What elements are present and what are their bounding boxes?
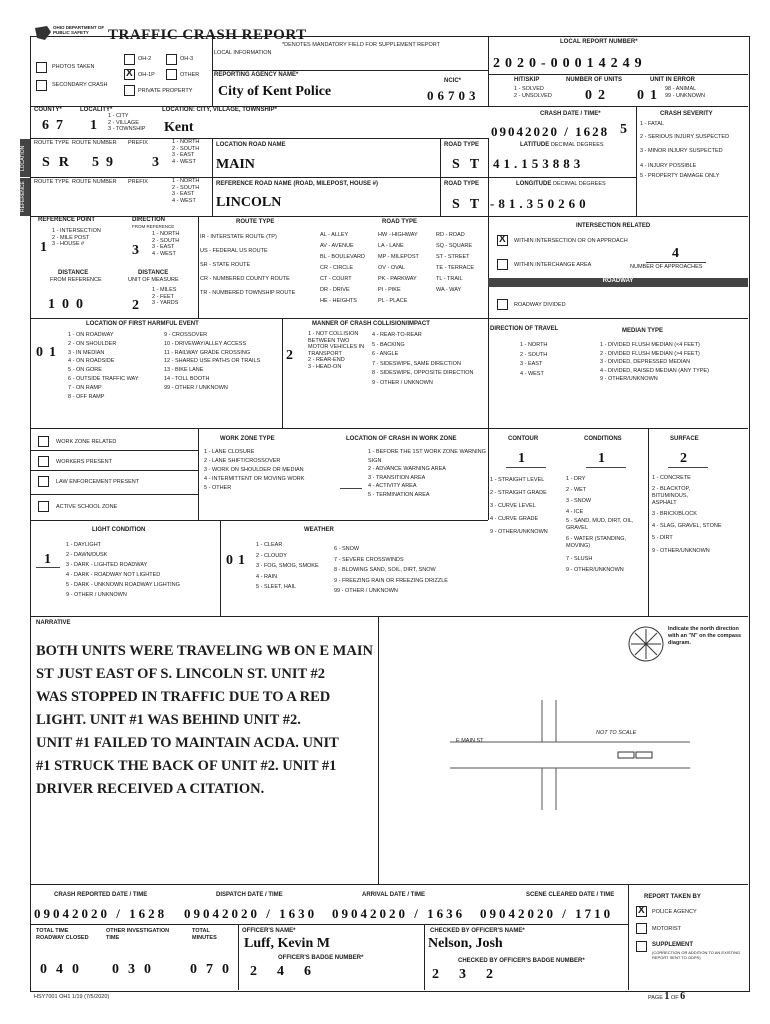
checked-by-name-label: CHECKED BY OFFICER'S NAME* — [430, 928, 525, 934]
loc-first-harmful-label: LOCATION OF FIRST HARMFUL EVENT — [86, 321, 199, 327]
local-information-label: LOCAL INFORMATION — [214, 50, 272, 56]
within-interchange-checkbox[interactable] — [497, 259, 508, 270]
within-intersection-checkbox[interactable] — [497, 235, 508, 246]
active-school-zone-checkbox[interactable] — [38, 501, 49, 512]
direction-value: 3 — [132, 243, 142, 258]
contour-options: 1 - STRAIGHT LEVEL 2 - STRAIGHT GRADE 3 - CURVE LEVEL 4 - CURVE GRADE 9 - OTHER/UNKNOWN — [490, 477, 548, 535]
locality-value: 1 — [90, 118, 100, 133]
intersection-sketch-icon — [440, 700, 700, 810]
police-agency-label: POLICE AGENCY — [652, 909, 697, 915]
workers-present-checkbox[interactable] — [38, 456, 49, 467]
loc-prefix-label: PREFIX — [128, 140, 148, 146]
roadway-closed-value: 040 — [40, 962, 88, 977]
loc-first-harmful-value: 01 — [36, 345, 62, 360]
oh1p-checkbox[interactable] — [124, 69, 135, 80]
local-report-number: 2020-00014249 — [493, 56, 647, 71]
manner-options-2: 4 - REAR-TO-REAR 5 - BACKING 6 - ANGLE 7 - SIDESWIPE, SAME DIRECTION 8 - SIDESWIPE, OPPOSITE DIRECTION 9 - OTHER / UNKNOWN — [372, 332, 474, 386]
narrative-label: NARRATIVE — [36, 620, 71, 626]
investigation-time-value: 030 — [112, 962, 160, 977]
loc-road-type-label: ROAD TYPE — [444, 142, 480, 148]
ref-road-type-value: ST — [452, 197, 490, 212]
total-minutes-value: 070 — [190, 962, 238, 977]
direction-sub-label: FROM REFERENCE — [132, 224, 175, 229]
officer-badge-value: 246 — [250, 964, 331, 979]
oh3-checkbox[interactable] — [166, 54, 177, 65]
location-side-tab: LOCATION — [20, 139, 30, 177]
dir-travel-label: DIRECTION OF TRAVEL — [490, 326, 559, 332]
workers-present-label: WORKERS PRESENT — [56, 459, 112, 465]
local-report-label: LOCAL REPORT NUMBER* — [560, 39, 638, 45]
narrative-line: WAS STOPPED IN TRAFFIC DUE TO A RED — [36, 689, 331, 705]
other-checkbox[interactable] — [166, 69, 177, 80]
work-zone-location-label: LOCATION OF CRASH IN WORK ZONE — [346, 436, 457, 442]
secondary-crash-label: SECONDARY CRASH — [52, 82, 108, 88]
active-school-zone-label: ACTIVE SCHOOL ZONE — [56, 504, 118, 510]
hit-skip-options: 1 - SOLVED 2 - UNSOLVED — [514, 86, 552, 99]
ncic-label: NCIC* — [444, 78, 462, 84]
reporting-agency-label: REPORTING AGENCY NAME* — [214, 72, 299, 78]
officer-badge-label: OFFICER'S BADGE NUMBER* — [278, 955, 364, 961]
oh1p-label: OH-1P — [138, 72, 155, 78]
page-indicator: PAGE 1 OF 6 — [648, 991, 686, 1002]
officer-name-label: OFFICER'S NAME* — [242, 928, 296, 934]
hit-skip-label: HIT/SKIP — [514, 77, 540, 83]
route-type-list: IR - INTERSTATE ROUTE (TP) US - FEDERAL US ROUTE SR - STATE ROUTE CR - NUMBERED COUNTY ROUTE TR - NUMBERED TOWNSHIP ROUTE — [200, 234, 296, 296]
form-number: HSY7001 OH1 1/19 (7/5/2020) — [34, 994, 110, 1000]
ref-prefix-options: 1 - NORTH 2 - SOUTH 3 - EAST 4 - WEST — [172, 178, 200, 204]
contour-label: CONTOUR — [508, 436, 539, 442]
latitude-value: 41.153883 — [493, 156, 585, 171]
checked-by-name-value: Nelson, Josh — [428, 936, 503, 951]
motorist-checkbox[interactable] — [636, 923, 647, 934]
form-title: TRAFFIC CRASH REPORT — [108, 27, 307, 43]
oh3-label: OH-3 — [180, 56, 194, 62]
manner-options-1: 1 - NOT COLLISION BETWEEN TWO MOTOR VEHICLES IN TRANSPORT 2 - REAR-END 3 - HEAD-ON — [308, 331, 365, 370]
conditions-value: 1 — [598, 451, 608, 466]
dist-unit-options: 1 - MILES 2 - FEET 3 - YARDS — [152, 287, 179, 306]
reference-point-value: 1 — [40, 240, 50, 255]
loc-first-options-1: 1 - ON ROADWAY 2 - ON SHOULDER 3 - IN MEDIAN 4 - ON ROADSIDE 5 - ON GORE 6 - OUTSIDE TRAFFIC WAY 7 - ON RAMP 8 - OFF RAMP — [68, 332, 139, 400]
odps-logo — [33, 24, 105, 42]
loc-route-type-label: ROUTE TYPE — [34, 140, 70, 146]
crash-severity-options: 1 - FATAL 2 - SERIOUS INJURY SUSPECTED 3 - MINOR INJURY SUSPECTED 4 - INJURY POSSIBLE 5 - PROPERTY DAMAGE ONLY — [640, 121, 730, 179]
narrative-line: ST JUST EAST OF S. LINCOLN ST. UNIT #2 — [36, 666, 326, 682]
oh2-label: OH-2 — [138, 56, 152, 62]
dist-unit-label: DISTANCE — [138, 270, 169, 276]
unit-in-error-value: 01 — [637, 88, 663, 103]
num-approaches-label: NUMBER OF APPROACHES — [630, 264, 703, 270]
loc-road-type-value: ST — [452, 157, 490, 172]
narrative-line: #1 STRUCK THE BACK OF UNIT #2. UNIT #1 — [36, 758, 337, 774]
compass-diagram — [626, 624, 666, 669]
conditions-label: CONDITIONS — [584, 436, 622, 442]
roadway-divided-checkbox[interactable] — [497, 299, 508, 310]
loc-road-name-value: MAIN — [216, 157, 255, 172]
dispatch-date-value: 09042020 / 1630 — [184, 906, 318, 921]
ref-road-name-value: LINCOLN — [216, 195, 282, 210]
cleared-date-value: 09042020 / 1710 — [480, 906, 614, 921]
weather-value: 01 — [226, 553, 250, 568]
cleared-date-label: SCENE CLEARED DATE / TIME — [526, 892, 615, 898]
dept-name: OHIO DEPARTMENT OF PUBLIC SAFETY — [53, 25, 105, 35]
ncic-value: 06703 — [427, 88, 480, 103]
roadway-title: ROADWAY — [488, 278, 748, 287]
weather-options-2: 6 - SNOW 7 - SEVERE CROSSWINDS 8 - BLOWING SAND, SOIL, DIRT, SNOW 9 - FREEZING RAIN OR FREEZING DRIZZLE 99 - OTHER / UNKNOWN — [334, 546, 448, 594]
light-condition-value: 1 — [44, 552, 54, 567]
location-value: Kent — [164, 120, 194, 135]
police-agency-checkbox[interactable] — [636, 906, 647, 917]
dist-unit-sub-label: UNIT OF MEASURE — [128, 277, 179, 283]
law-enforcement-present-label: LAW ENFORCEMENT PRESENT — [56, 479, 140, 485]
narrative-text — [36, 640, 373, 801]
dist-unit-value: 2 — [132, 298, 142, 313]
work-zone-type-options: 1 - LANE CLOSURE 2 - LANE SHIFT/CROSSOVER 3 - WORK ON SHOULDER OR MEDIAN 4 - INTERMITTENT OR MOVING WORK 5 - OTHER — [204, 449, 305, 491]
reference-point-label: REFERENCE POINT — [38, 217, 96, 223]
longitude-value: -81.350260 — [490, 196, 590, 211]
road-type-list-3: RD - ROAD SQ - SQUARE ST - STREET TE - TERRACE TL - TRAIL WA - WAY — [436, 232, 475, 293]
investigation-time-label: OTHER INVESTIGATION TIME — [106, 928, 170, 941]
dispatch-date-label: DISPATCH DATE / TIME — [216, 892, 283, 898]
longitude-label: LONGITUDE DECIMAL DEGREES — [516, 181, 606, 187]
latitude-label: LATITUDE DECIMAL DEGREES — [520, 142, 604, 148]
checked-by-badge-label: CHECKED BY OFFICER'S BADGE NUMBER* — [458, 958, 585, 964]
roadway-closed-label: TOTAL TIME ROADWAY CLOSED — [36, 928, 89, 941]
conditions-options: 1 - DRY 2 - WET 3 - SNOW 4 - ICE 5 - SAND, MUD, DIRT, OIL, GRAVEL 6 - WATER (STANDING, MOVING) 7 - SLUSH 9 - OTHER/UNKNOWN — [566, 476, 634, 573]
ref-road-type-label: ROAD TYPE — [444, 181, 480, 187]
reported-date-value: 09042020 / 1628 — [34, 906, 168, 921]
unit-in-error-options: 98 - ANIMAL 99 - UNKNOWN — [665, 86, 706, 99]
crash-severity-label: CRASH SEVERITY — [660, 111, 713, 117]
narrative-line: BOTH UNITS WERE TRAVELING WB ON E MAIN — [36, 643, 373, 659]
manner-label: MANNER OF CRASH COLLISION/IMPACT — [312, 321, 430, 327]
diagram-scale-label: NOT TO SCALE — [596, 730, 637, 736]
motorist-label: MOTORIST — [652, 926, 681, 932]
surface-label: SURFACE — [670, 436, 699, 442]
road-type-title: ROAD TYPE — [382, 219, 418, 225]
road-type-list-1: AL - ALLEY AV - AVENUE BL - BOULEVARD CR - CIRCLE CT - COURT DR - DRIVE HE - HEIGHTS — [320, 232, 365, 304]
supplement-sub-label: (CORRECTION OR ADDITION TO AN EXISTING REPORT SENT TO ODPS) — [652, 950, 741, 960]
narrative-line: LIGHT. UNIT #1 WAS BEHIND UNIT #2. — [36, 712, 301, 728]
within-interchange-label: WITHIN INTERCHANGE AREA — [514, 262, 592, 268]
secondary-crash-checkbox[interactable] — [36, 80, 47, 91]
ref-prefix-label: PREFIX — [128, 179, 148, 185]
direction-options: 1 - NORTH 2 - SOUTH 3 - EAST 4 - WEST — [152, 231, 180, 257]
county-value: 67 — [42, 118, 70, 133]
light-condition-options: 1 - DAYLIGHT 2 - DAWN/DUSK 3 - DARK - LIGHTED ROADWAY 4 - DARK - ROADWAY NOT LIGHTED 5 - DARK - UNKNOWN ROADWAY LIGHTING 9 - OTHER / UNKNOWN — [66, 542, 180, 598]
loc-prefix-options: 1 - NORTH 2 - SOUTH 3 - EAST 4 - WEST — [172, 139, 200, 165]
mandatory-note: *DENOTES MANDATORY FIELD FOR SUPPLEMENT REPORT — [282, 42, 441, 48]
loc-first-options-2: 9 - CROSSOVER 10 - DRIVEWAY/ALLEY ACCESS 11 - RAILWAY GRADE CROSSING 12 - SHARED USE PATHS OR TRAILS 13 - BIKE LANE 14 - TOLL BOOTH 99 - OTHER / UNKNOWN — [164, 332, 261, 391]
location-label: LOCATION: CITY, VILLAGE, TOWNSHIP* — [162, 107, 277, 113]
crash-date-label: CRASH DATE / TIME* — [540, 111, 601, 117]
narrative-line: DRIVER RECEIVED A CITATION. — [36, 781, 265, 797]
photos-taken-label: PHOTOS TAKEN — [52, 64, 95, 70]
private-property-checkbox[interactable] — [124, 85, 135, 96]
surface-value: 2 — [680, 451, 690, 466]
surface-options: 1 - CONCRETE 2 - BLACKTOP, BITUMINOUS, ASPHALT 3 - BRICK/BLOCK 4 - SLAG, GRAVEL, STONE 5 - DIRT 9 - OTHER/UNKNOWN — [652, 475, 722, 554]
narrative-line: UNIT #1 FAILED TO MAINTAIN ACDA. UNIT — [36, 735, 339, 751]
distance-sub-label: FROM REFERENCE — [50, 277, 102, 283]
supplement-label: SUPPLEMENT — [652, 942, 694, 948]
work-zone-type-label: WORK ZONE TYPE — [220, 436, 275, 442]
weather-options-1: 1 - CLEAR 2 - CLOUDY 3 - FOG, SMOG, SMOKE 4 - RAIN 5 - SLEET, HAIL — [256, 542, 319, 590]
num-approaches-value: 4 — [672, 246, 682, 261]
loc-prefix-value: 3 — [152, 155, 162, 170]
supplement-checkbox[interactable] — [636, 941, 647, 952]
compass-icon — [626, 624, 666, 664]
compass-note: Indicate the north direction with an "N" on the compass diagram. — [668, 626, 742, 646]
reference-point-options: 1 - INTERSECTION 2 - MILE POST 3 - HOUSE # — [52, 228, 101, 247]
arrival-date-value: 09042020 / 1636 — [332, 906, 466, 921]
road-type-list-2: HW - HIGHWAY LA - LANE MP - MILEPOST OV - OVAL PK - PARKWAY PI - PIKE PL - PLACE — [378, 232, 419, 304]
reporting-agency-value: City of Kent Police — [218, 84, 332, 99]
weather-label: WEATHER — [304, 527, 334, 533]
unit-in-error-label: UNIT IN ERROR — [650, 77, 695, 83]
distance-label: DISTANCE — [58, 270, 89, 276]
crash-date-value: 09042020 / 1628 — [491, 124, 610, 139]
num-units-value: 02 — [585, 88, 611, 103]
ref-route-type-label: ROUTE TYPE — [34, 179, 70, 185]
distance-value: 100 — [48, 297, 90, 312]
route-type-title: ROUTE TYPE — [236, 219, 275, 225]
ref-route-number-label: ROUTE NUMBER — [72, 179, 117, 185]
crash-diagram — [440, 700, 700, 815]
other-label: OTHER — [180, 72, 200, 78]
loc-route-type-value: SR — [42, 155, 78, 170]
median-label: MEDIAN TYPE — [622, 328, 664, 334]
manner-value: 2 — [286, 348, 296, 363]
reported-date-label: CRASH REPORTED DATE / TIME — [54, 892, 148, 898]
median-options: 1 - DIVIDED FLUSH MEDIAN (<4 FEET) 2 - DIVIDED FLUSH MEDIAN (>4 FEET) 3 - DIVIDED, DEPRESSED MEDIAN 4 - DIVIDED, RAISED MEDIAN (ANY TYPE) 9 - OTHER/UNKNOWN — [600, 342, 709, 382]
work-zone-related-label: WORK ZONE RELATED — [56, 439, 117, 445]
ref-road-name-label: REFERENCE ROAD NAME (ROAD, MILEPOST, HOUSE #) — [216, 181, 379, 187]
within-intersection-label: WITHIN INTERSECTION OR ON APPROACH — [514, 238, 628, 244]
crash-severity-value: 5 — [620, 122, 630, 137]
loc-route-number-label: ROUTE NUMBER — [72, 140, 117, 146]
arrival-date-label: ARRIVAL DATE / TIME — [362, 892, 425, 898]
locality-label: LOCALITY* — [80, 107, 113, 113]
county-label: COUNTY* — [34, 107, 62, 113]
private-property-label: PRIVATE PROPERTY — [138, 88, 193, 94]
oh2-checkbox[interactable] — [124, 54, 135, 65]
work-zone-location-options: 1 - BEFORE THE 1ST WORK ZONE WARNING SIGN 2 - ADVANCE WARNING AREA 3 - TRANSITION AREA 4 - ACTIVITY AREA 5 - TERMINATION AREA — [368, 449, 486, 498]
reference-side-tab: REFERENCE — [20, 178, 30, 216]
num-units-label: NUMBER OF UNITS — [566, 77, 622, 83]
roadway-divided-label: ROADWAY DIVIDED — [514, 302, 566, 308]
contour-value: 1 — [518, 451, 528, 466]
light-condition-label: LIGHT CONDITION — [92, 527, 146, 533]
work-zone-related-checkbox[interactable] — [38, 436, 49, 447]
loc-route-number-value: 59 — [92, 155, 120, 170]
total-minutes-label: TOTAL MINUTES — [192, 928, 217, 941]
checked-by-badge-value: 232 — [432, 967, 513, 982]
photos-taken-checkbox[interactable] — [36, 62, 47, 73]
dir-travel-options: 1 - NORTH 2 - SOUTH 3 - EAST 4 - WEST — [520, 342, 548, 377]
diagram-main-street-label: E MAIN ST — [456, 738, 484, 744]
law-enforcement-present-checkbox[interactable] — [38, 476, 49, 487]
loc-road-name-label: LOCATION ROAD NAME — [216, 142, 286, 148]
direction-label: DIRECTION — [132, 217, 165, 223]
locality-options: 1 - CITY 2 - VILLAGE 3 - TOWNSHIP — [108, 113, 146, 132]
report-taken-label: REPORT TAKEN BY — [644, 894, 701, 900]
officer-name-value: Luff, Kevin M — [244, 936, 330, 951]
intersection-related-title: INTERSECTION RELATED — [576, 223, 651, 229]
